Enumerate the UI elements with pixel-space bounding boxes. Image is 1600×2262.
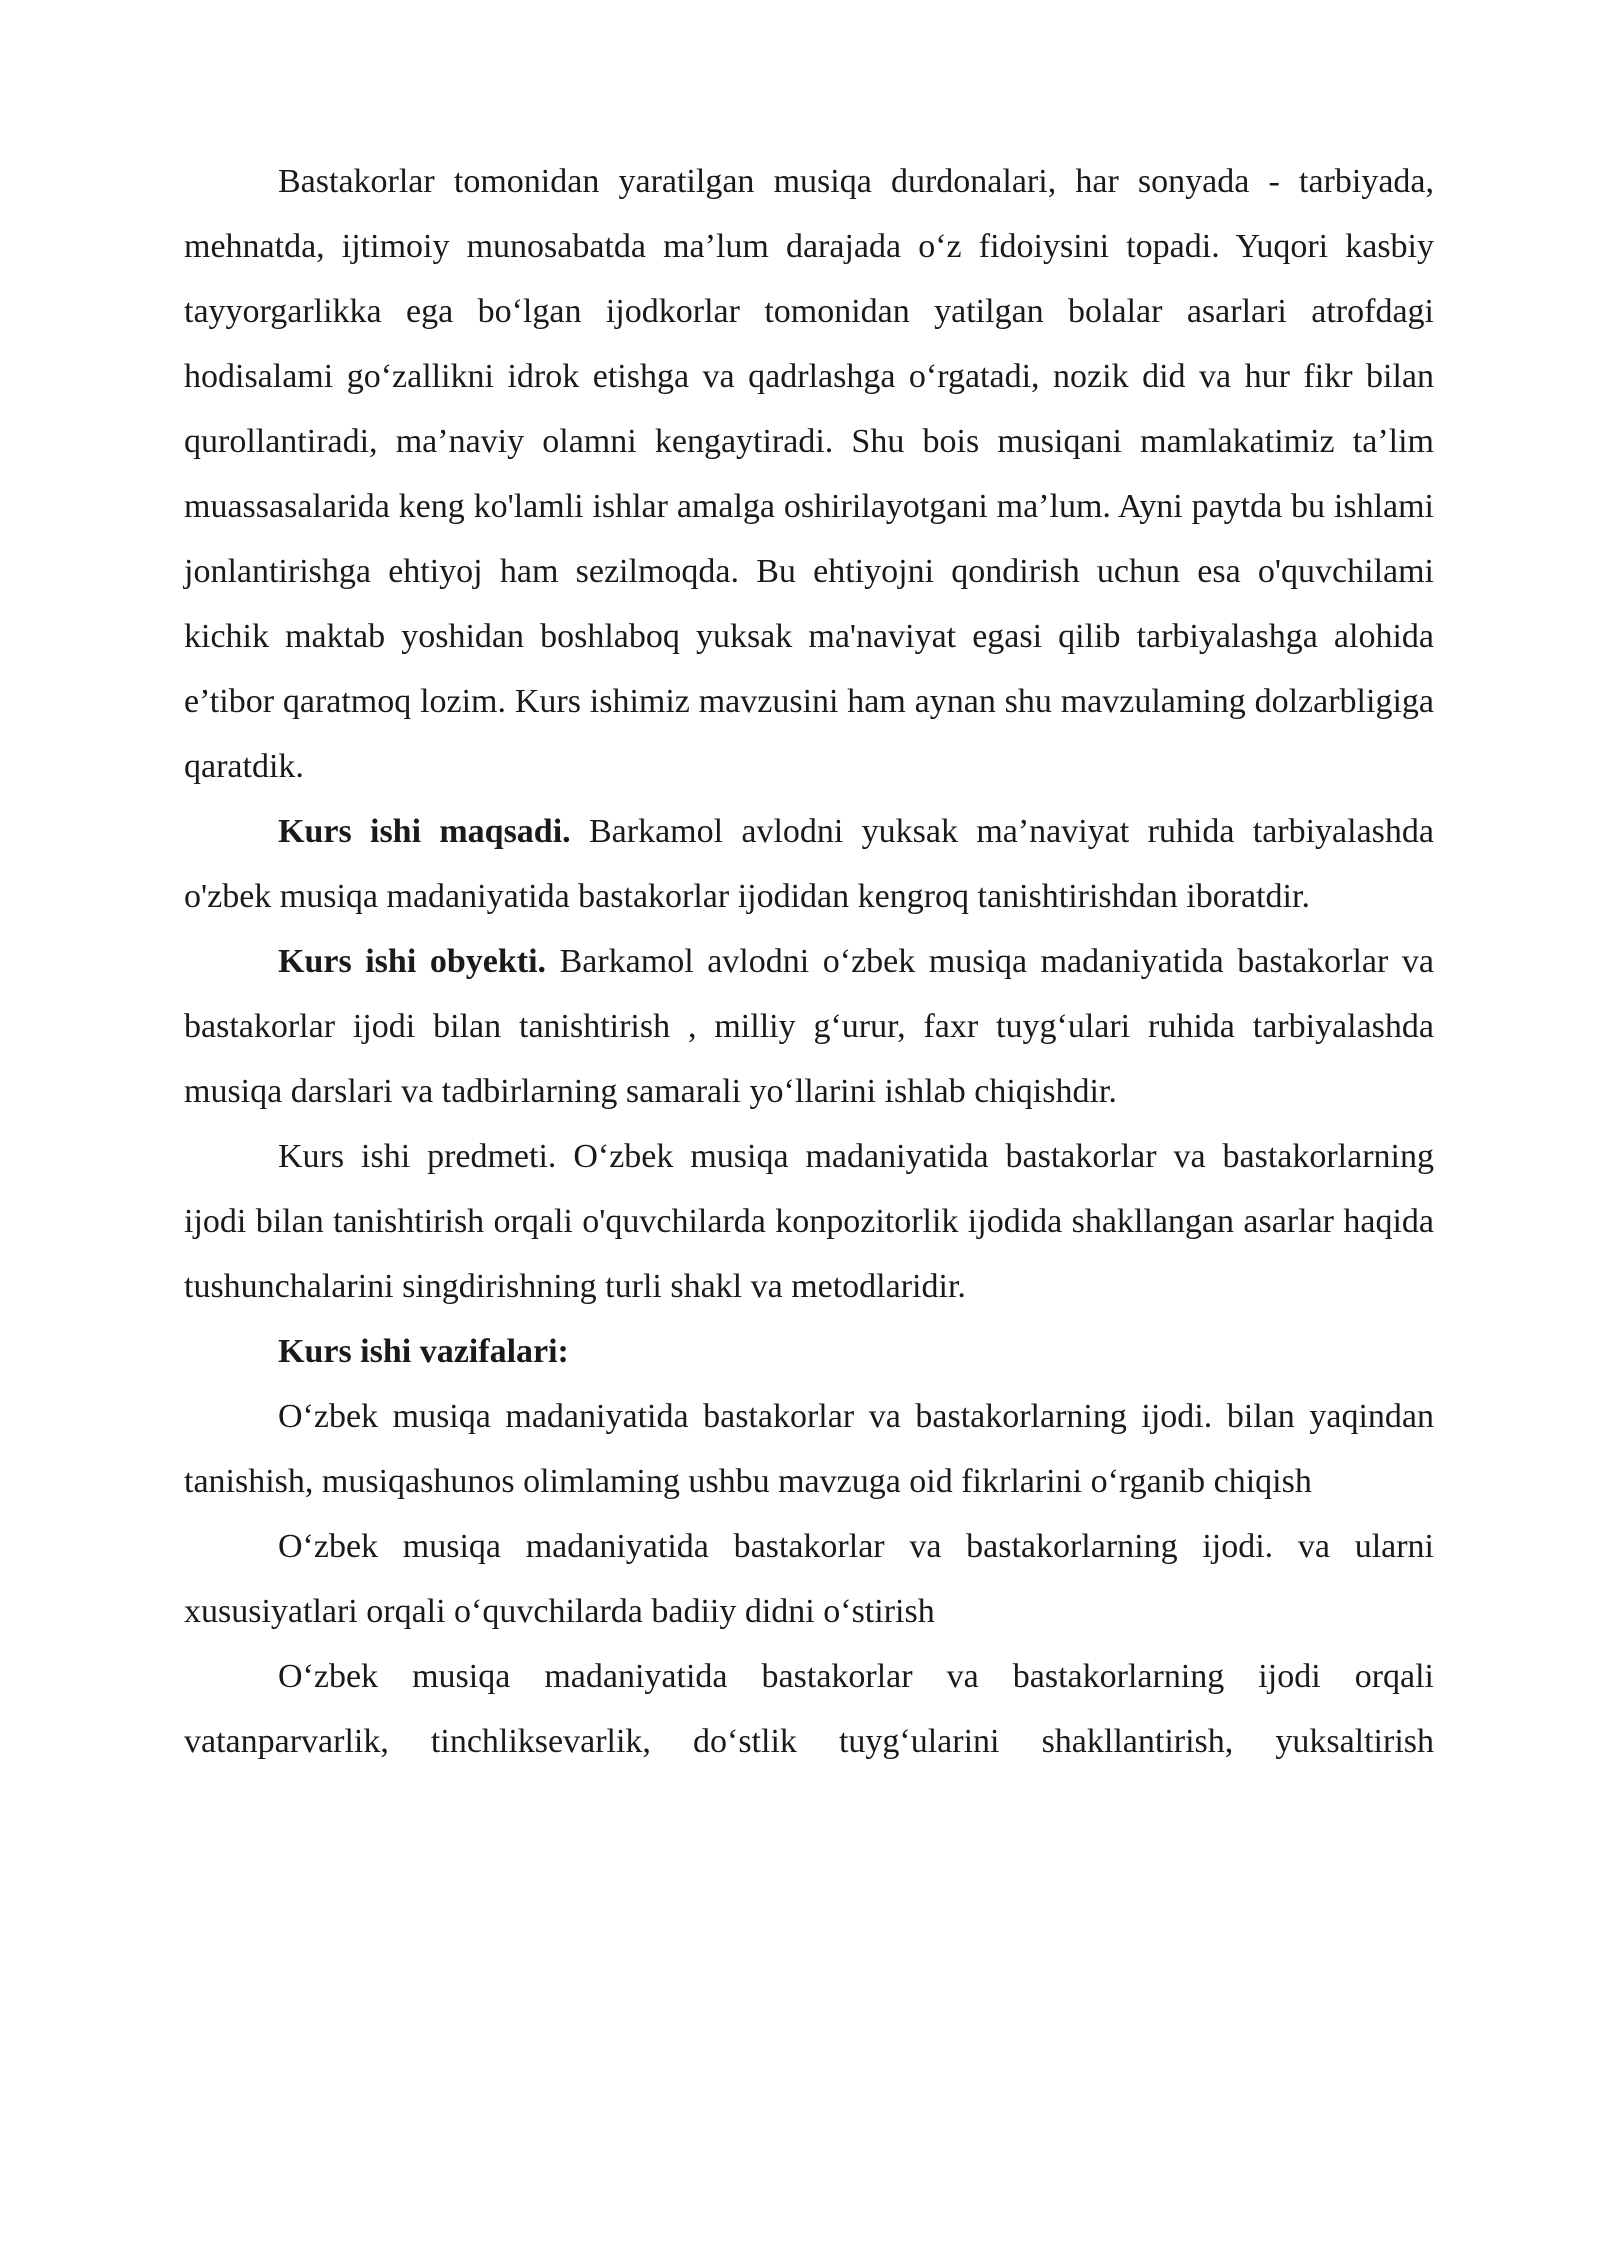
paragraph-subject <box>184 1124 1434 1319</box>
task-item-text: O‘zbek musiqa madaniyatida bastakorlar va bastakorlarning ijodi. bilan yaqindan tanishish, musiqashunos olimlaming ushbu mavzuga oid fikrlarini o‘rganib chiqish <box>184 1398 1434 1500</box>
task-item-text: O‘zbek musiqa madaniyatida bastakorlar va bastakorlarning ijodi orqali vatanparvarlik, tinchliksevarlik, do‘stlik tuyg‘ularini shakllantirish, yuksaltirish <box>184 1658 1434 1760</box>
paragraph-object-text: Barkamol avlodni o‘zbek musiqa madaniyatida bastakorlar va bastakorlar ijodi bilan tanishtirish , milliy g‘urur, faxr tuyg‘ulari ruhida tarbiyalashda musiqa darslari va tadbirlarning samarali yo‘llarini ishlab chiqishdir. <box>184 943 1434 1110</box>
paragraph-object <box>184 929 1434 1124</box>
tasks-heading: Kurs ishi vazifalari: <box>278 1333 569 1370</box>
paragraph-intro <box>184 149 1434 799</box>
task-item <box>184 1644 1434 1774</box>
paragraph-goal-text: Barkamol avlodni yuksak ma’naviyat ruhida tarbiyalashda o'zbek musiqa madaniyatida bastakorlar ijodidan kengroq tanishtirishdan iboratdir. <box>184 813 1434 915</box>
task-item <box>184 1384 1434 1514</box>
task-item-text: O‘zbek musiqa madaniyatida bastakorlar va bastakorlarning ijodi. va ularni xususiyatlari orqali o‘quvchilarda badiiy didni o‘stirish <box>184 1528 1434 1630</box>
paragraph-object-lead: Kurs ishi obyekti. <box>278 943 547 980</box>
paragraph-goal-lead: Kurs ishi maqsadi. <box>278 813 571 850</box>
paragraph-goal <box>184 799 1434 929</box>
paragraph-intro-text: Bastakorlar tomonidan yaratilgan musiqa durdonalari, har sonyada - tarbiyada, mehnatda, ijtimoiy munosabatda ma’lum darajada o‘z fidoiysini topadi. Yuqori kasbiy tayyorgarlikka ega bo‘lgan ijodkorlar tomonidan yatilgan bolalar asarlari atrofdagi hodisalami go‘zallikni idrok etishga va qadrlashga o‘rgatadi, nozik did va hur fikr bilan qurollantiradi, ma’naviy olamni kengaytiradi. Shu bois musiqani mamlakatimiz ta’lim muassasalarida keng ko'lamli ishlar amalga oshirilayotgani ma’lum. Ayni paytda bu ishlami jonlantirishga ehtiyoj ham sezilmoqda. Bu ehtiyojni qondirish uchun esa o'quvchilami kichik maktab yoshidan boshlaboq yuksak ma'naviyat egasi qilib tarbiyalashga alohida e’tibor qaratmoq lozim. Kurs ishimiz mavzusini ham aynan shu mavzulaming dolzarbligiga qaratdik. <box>184 163 1434 785</box>
task-item <box>184 1514 1434 1644</box>
paragraph-subject-text: Kurs ishi predmeti. O‘zbek musiqa madaniyatida bastakorlar va bastakorlarning ijodi bilan tanishtirish orqali o'quvchilarda konpozitorlik ijodida shakllangan asarlar haqida tushunchalarini singdirishning turli shakl va metodlaridir. <box>184 1138 1434 1305</box>
document-body <box>184 149 1434 1774</box>
